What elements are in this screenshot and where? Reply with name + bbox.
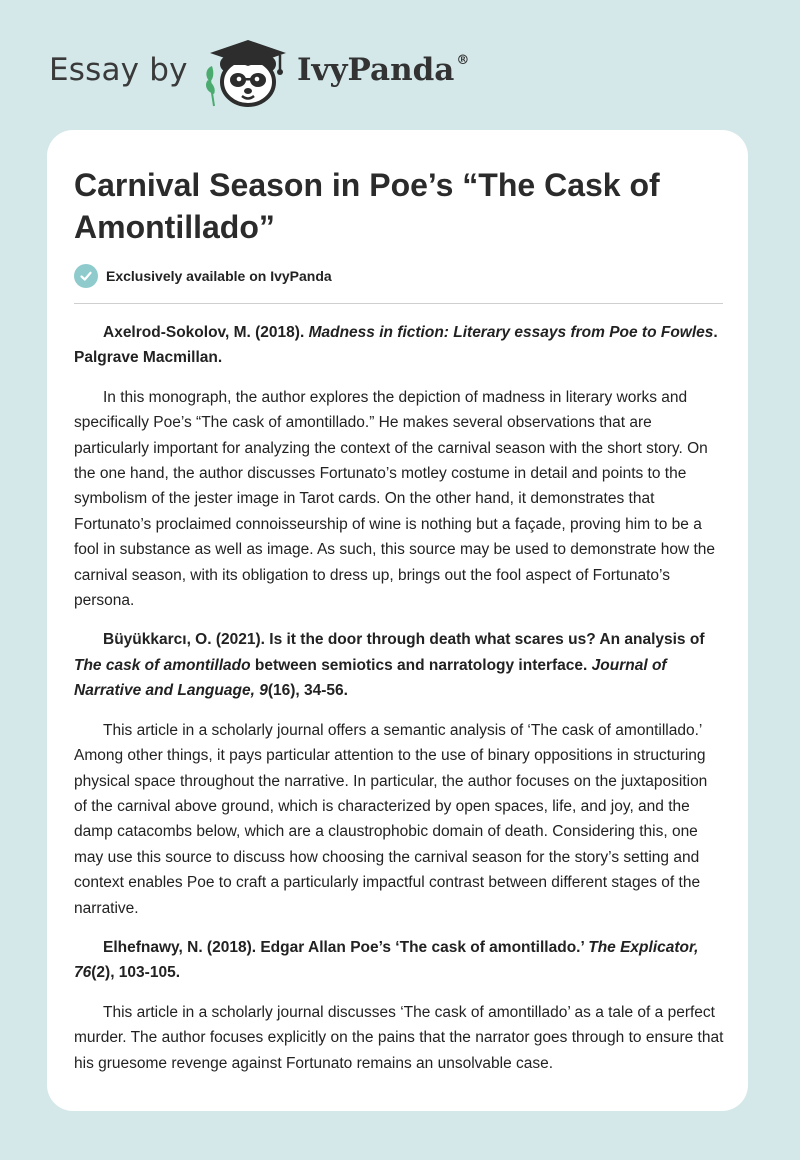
brand-name-text: IvyPanda <box>297 52 455 88</box>
citation-journal: Journal of Narrative and Language, 9 <box>74 656 667 700</box>
citation-text: . Palgrave Macmillan. <box>74 324 718 367</box>
brand-name[interactable] <box>297 52 469 88</box>
citation-3 <box>74 935 724 986</box>
essay-title: Carnival Season in Poe’s “The Cask of Amontillado” <box>74 167 660 245</box>
citation-text: between semiotics and narratology interface. <box>250 656 592 674</box>
citation-2 <box>74 627 724 703</box>
annotation-3: This article in a scholarly journal discusses ‘The cask of amontillado’ as a tale of a perfect murder. The author focuses explicitly on the pains that the narrator goes through to ensure that his gruesome revenge against Fortunato remains an unsolvable case. <box>74 1003 724 1072</box>
registered-mark: ® <box>456 53 470 68</box>
checkmark-icon <box>74 264 98 288</box>
brand-header <box>0 0 800 130</box>
citation-text: (16), 34-56. <box>267 682 348 700</box>
annotation-1: In this monograph, the author explores the depiction of madness in literary works and specifically Poe’s “The cask of amontillado.” He makes several observations that are particularly important for analyzing the context of the carnival season with the short story. On the one hand, the author discusses Fortunato’s motley costume in detail and points to the symbolism of the jester image in Tarot cards. On the other hand, it demonstrates that Fortunato’s proclaimed connoisseurship of wine is nothing but a façade, proving him to be a fool in substance as well as image. As such, this source may be used to demonstrate how the carnival season, with its obligation to dress up, brings out the fool aspect of Fortunato’s persona. <box>74 388 716 610</box>
citation-text: Axelrod-Sokolov, M. (2018). <box>103 324 309 341</box>
annotation-2: This article in a scholarly journal offers a semantic analysis of ‘The cask of amontillado.’ Among other things, it pays particular attention to the use of binary oppositions in structuring physical space throughout the narrative. In particular, the author focuses on the juxtaposition of the carnival above ground, which is characterized by open spaces, life, and joy, and the damp catacombs below, which are a claustrophobic domain of death. Considering this, one may use this source to discuss how choosing the carnival season for the story’s setting and context enables Poe to craft a particularly impactful contrast between different stages of the narrative. <box>74 721 708 917</box>
citation-1 <box>74 320 724 371</box>
exclusive-badge <box>74 263 332 289</box>
citation-text: Elhefnawy, N. (2018). Edgar Allan Poe’s ‘The cask of amontillado.’ <box>103 938 589 956</box>
essay-card <box>47 130 748 1111</box>
citation-title: The cask of amontillado <box>74 656 251 674</box>
citation-text: Büyükkarcı, O. (2021). Is it the door through death what scares us? An analysis of <box>103 631 705 649</box>
essay-by-label: Essay by <box>49 52 188 88</box>
divider <box>74 303 723 304</box>
citation-journal: The Explicator, 76 <box>74 938 699 982</box>
citation-text: (2), 103-105. <box>91 964 180 982</box>
citation-title: Madness in fiction: Literary essays from Poe to Fowles <box>308 324 714 341</box>
exclusive-label: Exclusively available on IvyPanda <box>106 268 332 284</box>
essay-body <box>74 320 724 1090</box>
ivypanda-logo-icon[interactable] <box>200 36 292 112</box>
